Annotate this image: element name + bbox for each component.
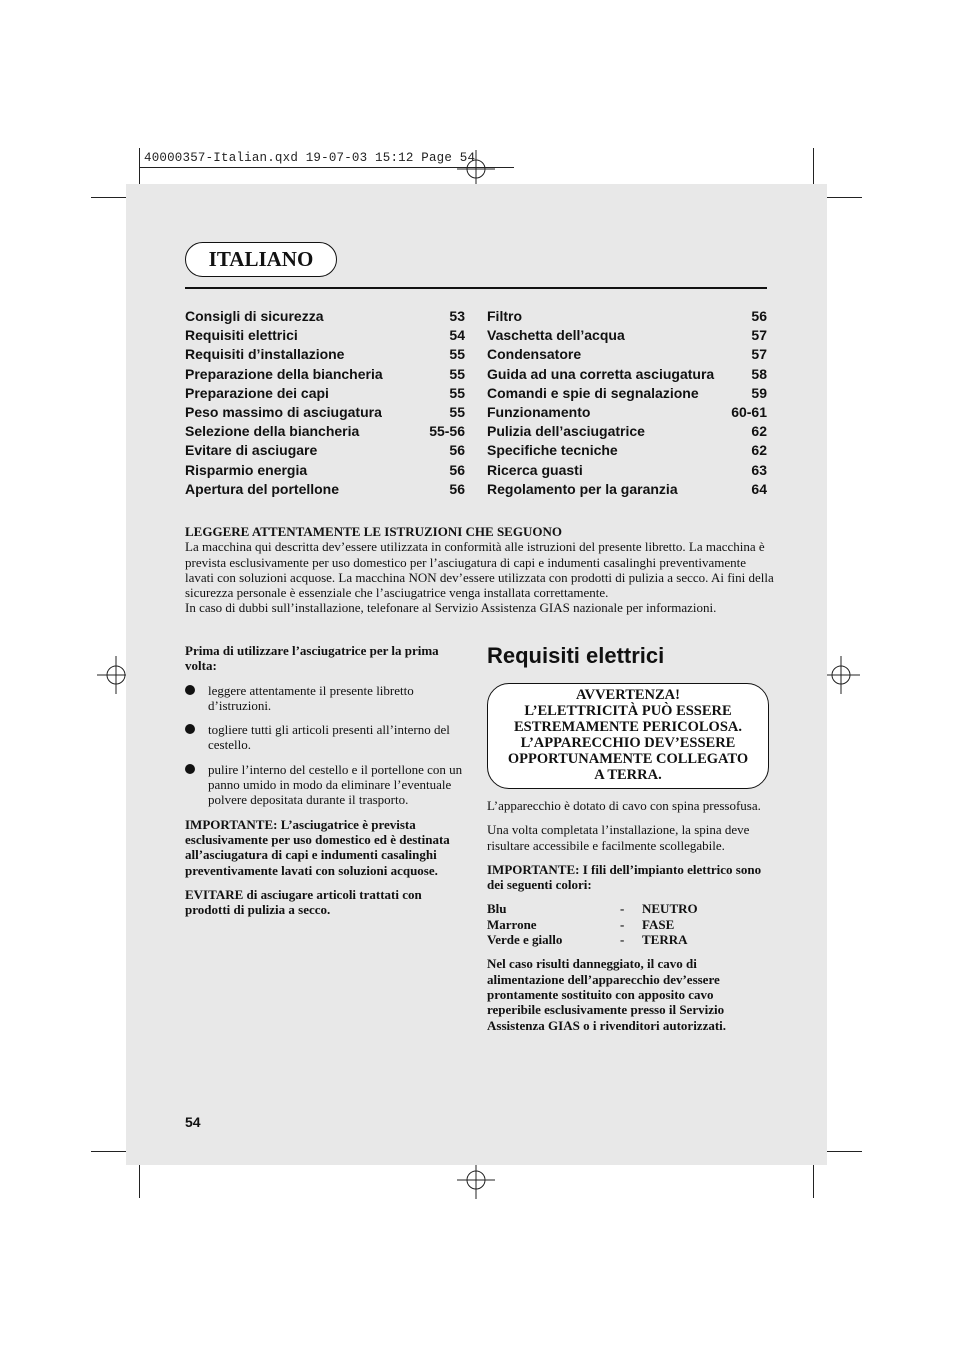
crop-mark-tr-vertical bbox=[813, 148, 814, 188]
toc-entry[interactable] bbox=[487, 480, 767, 499]
intro-heading: LEGGERE ATTENTAMENTE LE ISTRUZIONI CHE SEGUONO bbox=[185, 524, 562, 539]
toc-entry-page: 56 bbox=[449, 480, 465, 497]
toc-entry-page: 56 bbox=[751, 308, 767, 324]
crop-mark-tr-horizontal bbox=[822, 197, 862, 198]
crop-mark-bl-horizontal bbox=[91, 1151, 131, 1152]
print-slug: 40000357-Italian.qxd 19-07-03 15:12 Page 54 bbox=[144, 151, 476, 165]
toc-entry-page: 59 bbox=[751, 384, 767, 401]
toc-entry-page: 55 bbox=[449, 346, 465, 363]
toc-entry-page: 57 bbox=[751, 346, 767, 363]
toc-entry[interactable] bbox=[185, 326, 465, 345]
toc-entry[interactable] bbox=[185, 345, 465, 364]
section-heading: Requisiti elettrici bbox=[487, 643, 665, 668]
toc-entry-title: Risparmio energia bbox=[185, 461, 308, 478]
registration-mark-top-icon bbox=[457, 150, 495, 188]
toc-entry-page: 64 bbox=[751, 480, 767, 497]
toc-entry-title: Apertura del portellone bbox=[185, 480, 340, 497]
toc-entry-page: 54 bbox=[449, 327, 465, 344]
toc-entry-title: Regolamento per la garanzia bbox=[487, 480, 678, 497]
toc-entry-title: Vaschetta dell’acqua bbox=[487, 327, 625, 344]
toc-entry[interactable] bbox=[487, 307, 767, 326]
toc-left-column bbox=[185, 307, 465, 499]
damage-note: Nel caso risulti danneggiato, il cavo di alimentazione dell’apparecchio dev’essere prontamente sostituito con apposito cavo reperibile esclusivamente presso il Servizio Assistenza GIAS o i rivenditori autorizzati. bbox=[487, 956, 727, 1033]
wire-role: NEUTRO bbox=[642, 901, 698, 917]
crop-mark-tl-horizontal bbox=[91, 197, 131, 198]
bullet-icon bbox=[185, 685, 195, 695]
toc-entry-page: 57 bbox=[751, 327, 767, 344]
toc-entry-title: Ricerca guasti bbox=[487, 461, 583, 478]
intro-section bbox=[185, 524, 775, 616]
toc-entry-title: Requisiti elettrici bbox=[185, 327, 298, 344]
right-column bbox=[487, 643, 769, 1042]
toc-entry-page: 62 bbox=[751, 423, 767, 440]
toc-entry-title: Requisiti d’installazione bbox=[185, 346, 345, 363]
crop-mark-bl-vertical bbox=[139, 1160, 140, 1198]
list-item bbox=[185, 722, 465, 753]
toc-entry-page: 53 bbox=[449, 308, 465, 324]
before-use-list bbox=[185, 683, 465, 808]
list-item-text: leggere attentamente il presente libretto d’istruzioni. bbox=[208, 682, 414, 713]
left-column bbox=[185, 643, 465, 926]
page-number: 54 bbox=[185, 1114, 201, 1130]
wire-color: Verde e giallo bbox=[487, 932, 563, 948]
toc-entry-page: 55-56 bbox=[429, 423, 465, 440]
avoid-note: EVITARE di asciugare articoli trattati con prodotti di pulizia a secco. bbox=[185, 886, 422, 918]
bullet-icon bbox=[185, 764, 195, 774]
toc-entry-title: Consigli di sicurezza bbox=[185, 308, 324, 324]
toc-entry-title: Preparazione della biancheria bbox=[185, 365, 383, 382]
important-note: IMPORTANTE: L’asciugatrice è prevista esclusivamente per uso domestico ed è destinata all’asciugatura di capi e indumenti casalinghi preventivamente lavati con soluzioni acquose. bbox=[185, 816, 450, 878]
toc-entry-page: 62 bbox=[751, 442, 767, 459]
toc-entry-page: 55 bbox=[449, 384, 465, 401]
warning-line: AVVERTENZA! bbox=[576, 687, 680, 703]
toc-entry-page: 55 bbox=[449, 365, 465, 382]
toc-entry[interactable] bbox=[487, 422, 767, 441]
wire-colors-heading: IMPORTANTE: I fili dell’impianto elettrico sono dei seguenti colori: bbox=[487, 861, 762, 893]
toc-entry-title: Comandi e spie di segnalazione bbox=[487, 384, 699, 401]
toc-entry[interactable] bbox=[185, 441, 465, 460]
intro-paragraph: In caso di dubbi sull’installazione, telefonare al Servizio Assistenza GIAS nazionale per informazioni. bbox=[185, 600, 717, 616]
wire-separator: - bbox=[620, 916, 625, 932]
language-label: ITALIANO bbox=[185, 242, 337, 277]
warning-line: ESTREMAMENTE PERICOLOSA. bbox=[513, 719, 742, 735]
toc-right-column bbox=[487, 307, 767, 499]
header-rule bbox=[185, 287, 767, 289]
toc-entry-page: 58 bbox=[751, 365, 767, 382]
toc-entry[interactable] bbox=[487, 326, 767, 345]
wire-colors-table bbox=[487, 901, 769, 947]
toc-entry-title: Evitare di asciugare bbox=[185, 442, 318, 459]
warning-line: OPPORTUNAMENTE COLLEGATO bbox=[507, 751, 749, 767]
toc-entry[interactable] bbox=[487, 384, 767, 403]
toc-entry-title: Filtro bbox=[487, 308, 522, 324]
toc-entry-title: Funzionamento bbox=[487, 403, 591, 420]
wire-separator: - bbox=[620, 932, 625, 948]
toc-entry[interactable] bbox=[185, 365, 465, 384]
bullet-icon bbox=[185, 724, 195, 734]
crop-mark-br-vertical bbox=[813, 1160, 814, 1198]
toc-entry-page: 56 bbox=[449, 461, 465, 478]
crop-mark-tl-vertical bbox=[139, 148, 140, 188]
wire-role: TERRA bbox=[642, 932, 688, 948]
toc-entry[interactable] bbox=[487, 345, 767, 364]
toc-entry-title: Peso massimo di asciugatura bbox=[185, 403, 382, 420]
toc-entry[interactable] bbox=[185, 480, 465, 499]
registration-mark-right-icon bbox=[822, 656, 860, 694]
toc-entry[interactable] bbox=[487, 461, 767, 480]
list-item bbox=[185, 683, 465, 714]
toc-entry-page: 63 bbox=[751, 461, 767, 478]
toc-entry-page: 60-61 bbox=[731, 403, 767, 420]
registration-mark-bottom-icon bbox=[457, 1161, 495, 1199]
list-item-text: togliere tutti gli articoli presenti all’interno del cestello. bbox=[208, 722, 450, 753]
toc-entry-title: Selezione della biancheria bbox=[185, 423, 360, 440]
toc-entry[interactable] bbox=[487, 403, 767, 422]
intro-paragraph: La macchina qui descritta dev’essere utilizzata in conformità alle istruzioni del presente libretto. La macchina è prevista esclusivamente per uso domestico per l’asciugatura di capi e indumenti casalinghi preventivamente lavati con soluzioni acquose. La macchina NON dev’essere utilizzata con prodotti di pulizia a secco. Ai fini della sicurezza personale è essenziale che l’asciugatrice venga installata correttamente. bbox=[185, 539, 774, 601]
toc-entry-title: Preparazione dei capi bbox=[185, 384, 329, 401]
wire-color: Blu bbox=[487, 901, 507, 917]
toc-entry-title: Guida ad una corretta asciugatura bbox=[487, 365, 715, 382]
before-use-heading: Prima di utilizzare l’asciugatrice per la prima volta: bbox=[185, 643, 439, 674]
crop-mark-br-horizontal bbox=[822, 1151, 862, 1152]
body-paragraph: Una volta completata l’installazione, la spina deve risultare accessibile e facilmente scollegabile. bbox=[487, 822, 750, 853]
toc-entry-page: 55 bbox=[449, 403, 465, 420]
wire-color: Marrone bbox=[487, 916, 537, 932]
toc-entry[interactable] bbox=[185, 403, 465, 422]
wire-role: FASE bbox=[642, 916, 675, 932]
warning-box bbox=[487, 683, 769, 789]
toc-entry[interactable] bbox=[185, 461, 465, 480]
toc-entry-title: Specifiche tecniche bbox=[487, 442, 618, 459]
list-item bbox=[185, 762, 465, 808]
warning-line: L’APPARECCHIO DEV’ESSERE bbox=[520, 735, 736, 751]
toc-entry[interactable] bbox=[487, 365, 767, 384]
toc-entry-title: Condensatore bbox=[487, 346, 582, 363]
toc-entry[interactable] bbox=[185, 422, 465, 441]
toc-entry-title: Pulizia dell’asciugatrice bbox=[487, 423, 645, 440]
list-item-text: pulire l’interno del cestello e il portellone con un panno umido in modo da eliminare l’eventuale polvere depositata durante il trasporto. bbox=[208, 761, 463, 808]
toc-entry[interactable] bbox=[185, 307, 465, 326]
toc-entry[interactable] bbox=[487, 441, 767, 460]
toc-entry[interactable] bbox=[185, 384, 465, 403]
body-paragraph: L’apparecchio è dotato di cavo con spina pressofusa. bbox=[487, 798, 761, 813]
toc-entry-page: 56 bbox=[449, 442, 465, 459]
warning-line: L’ELETTRICITÀ PUÒ ESSERE bbox=[524, 703, 732, 719]
wire-separator: - bbox=[620, 901, 625, 917]
warning-line: A TERRA. bbox=[594, 767, 662, 783]
